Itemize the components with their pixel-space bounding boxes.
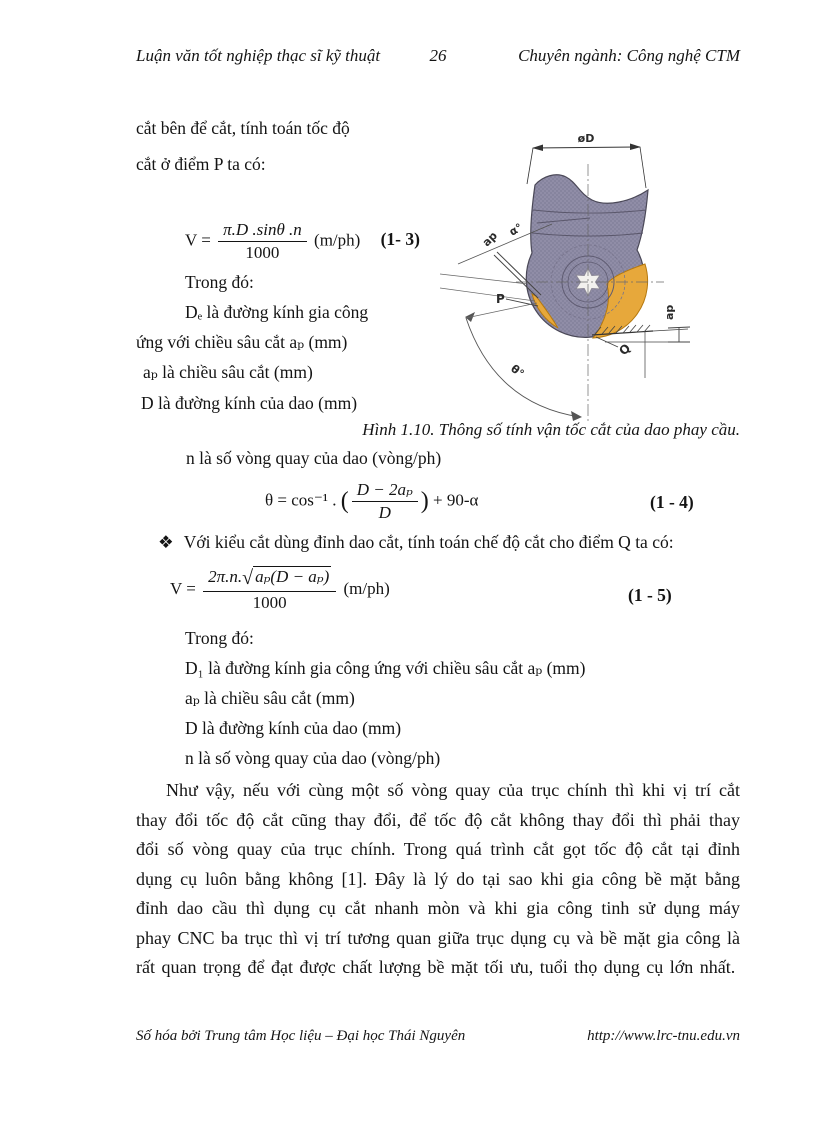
eq4-denominator: D	[352, 501, 418, 523]
eq4-open-paren: (	[340, 488, 349, 514]
eq3-denominator: 1000	[218, 241, 307, 263]
eq5-fraction	[203, 567, 336, 613]
eq5-lhs: V =	[170, 578, 196, 598]
defs2-dd-line: D là đường kính của dao (mm)	[185, 718, 402, 738]
bullet-marker-icon: ❖	[158, 532, 174, 552]
ref-line-2	[440, 288, 535, 301]
label-point-q: Q	[616, 341, 634, 359]
defs1-d-cont: ứng với chiều sâu cắt aₚ (mm)	[136, 332, 348, 352]
eq5-radicand: aₚ(D − aₚ)	[255, 567, 330, 586]
defs1-dd-line: D là đường kính của dao (mm)	[141, 393, 358, 413]
label-diameter: øD	[577, 132, 595, 145]
arrow-left-icon	[532, 145, 543, 152]
eq4-fraction	[352, 480, 418, 523]
eq4-tag: (1 - 4)	[650, 492, 694, 512]
eq3-lhs: V =	[185, 230, 211, 250]
header-title-left: Luận văn tốt nghiệp thạc sĩ kỹ thuật	[136, 46, 381, 65]
figure-caption: Hình 1.10. Thông số tính vận tốc cắt của dao phay cầu.	[362, 420, 740, 439]
defs2-d1-line: D₁ là đường kính gia công ứng với chiều sâu cắt aₚ (mm)	[185, 658, 586, 678]
eq5-numerator	[203, 567, 336, 591]
equation-1-4	[265, 480, 478, 523]
header-page-number: 26	[429, 46, 447, 65]
n-definition-line: n là số vòng quay của dao (vòng/ph)	[186, 448, 442, 468]
dim-line-diameter	[533, 147, 640, 148]
bullet-line	[158, 532, 674, 553]
intro-line-2: cắt ở điểm P ta có:	[136, 154, 266, 174]
label-ap-right: ap	[663, 304, 676, 320]
eq4-rhs: + 90-α	[428, 490, 479, 510]
defs2-title: Trong đó:	[185, 628, 254, 648]
footer-url: http://www.lrc-tnu.edu.vn	[587, 1028, 740, 1044]
arrow-right-icon	[630, 144, 641, 151]
body-paragraph: Như vậy, nếu với cùng một số vòng quay của trục chính thì khi vị trí cắt thay đổi tốc độ cắt cũng thay đổi, để tốc độ cắt không thay đổi thì phải thay đổi số vòng quay của trục chính. Trong quá trình cắt gọt tốc độ cắt tại đỉnh dụng cụ luôn bằng không [1]. Đây là lý do tại sao khi gia công bề mặt bằng đỉnh dao cầu thì dụng cụ cắt nhanh mòn và khi gia công tinh sử dụng máy phay CNC ba trục thì vị trí tương quan giữa trục dụng cụ và bề mặt gia công là rất quan trọng để đạt được chất lượng bề mặt tối ưu, tuổi thọ dụng cụ lớn nhất.	[136, 780, 740, 977]
bullet-text: Với kiểu cắt dùng đỉnh dao cắt, tính toán chế độ cắt cho điểm Q ta có:	[183, 532, 674, 552]
defs1-d-line: Dₑ là đường kính gia công	[185, 302, 369, 322]
surface-ext-line	[653, 329, 688, 331]
dim-ext-right	[640, 147, 646, 188]
defs1-ap-line: aₚ là chiều sâu cắt (mm)	[143, 362, 313, 382]
eq3-tag: (1- 3)	[380, 229, 420, 250]
defs2-n-line: n là số vòng quay của dao (vòng/ph)	[185, 748, 441, 768]
intro-line-1: cắt bên để cắt, tính toán tốc độ	[136, 118, 350, 138]
eq4-lhs: θ = cos⁻¹ .	[265, 490, 341, 510]
eq3-fraction	[218, 220, 307, 263]
eq5-num-prefix: 2π.n.	[208, 567, 243, 586]
eq4-close-paren: )	[420, 488, 429, 514]
equation-1-5	[170, 567, 390, 613]
defs2-ap-line: aₚ là chiều sâu cắt (mm)	[185, 688, 355, 708]
label-alpha: α°	[507, 220, 525, 239]
eq4-numerator: D − 2aₚ	[356, 480, 413, 499]
figure-ball-mill-diagram	[440, 106, 770, 436]
label-ap-left: ap	[479, 229, 500, 250]
eq5-tag: (1 - 5)	[628, 585, 672, 605]
header-title-right: Chuyên ngành: Công nghệ CTM	[518, 46, 740, 65]
label-point-p: P	[496, 292, 505, 306]
eq3-numerator: π.D .sinθ .n	[223, 220, 302, 239]
eq5-unit: (m/ph)	[343, 578, 390, 598]
eq3-unit: (m/ph)	[314, 230, 361, 250]
dim-ext-left	[527, 148, 533, 184]
equation-1-3	[185, 220, 420, 263]
radical-icon: √	[242, 567, 254, 589]
eq5-denominator: 1000	[203, 591, 336, 613]
defs1-title: Trong đó:	[185, 272, 254, 292]
label-theta: θ°	[508, 362, 527, 381]
footer-left: Số hóa bởi Trung tâm Học liệu – Đại học Thái Nguyên	[136, 1028, 466, 1044]
